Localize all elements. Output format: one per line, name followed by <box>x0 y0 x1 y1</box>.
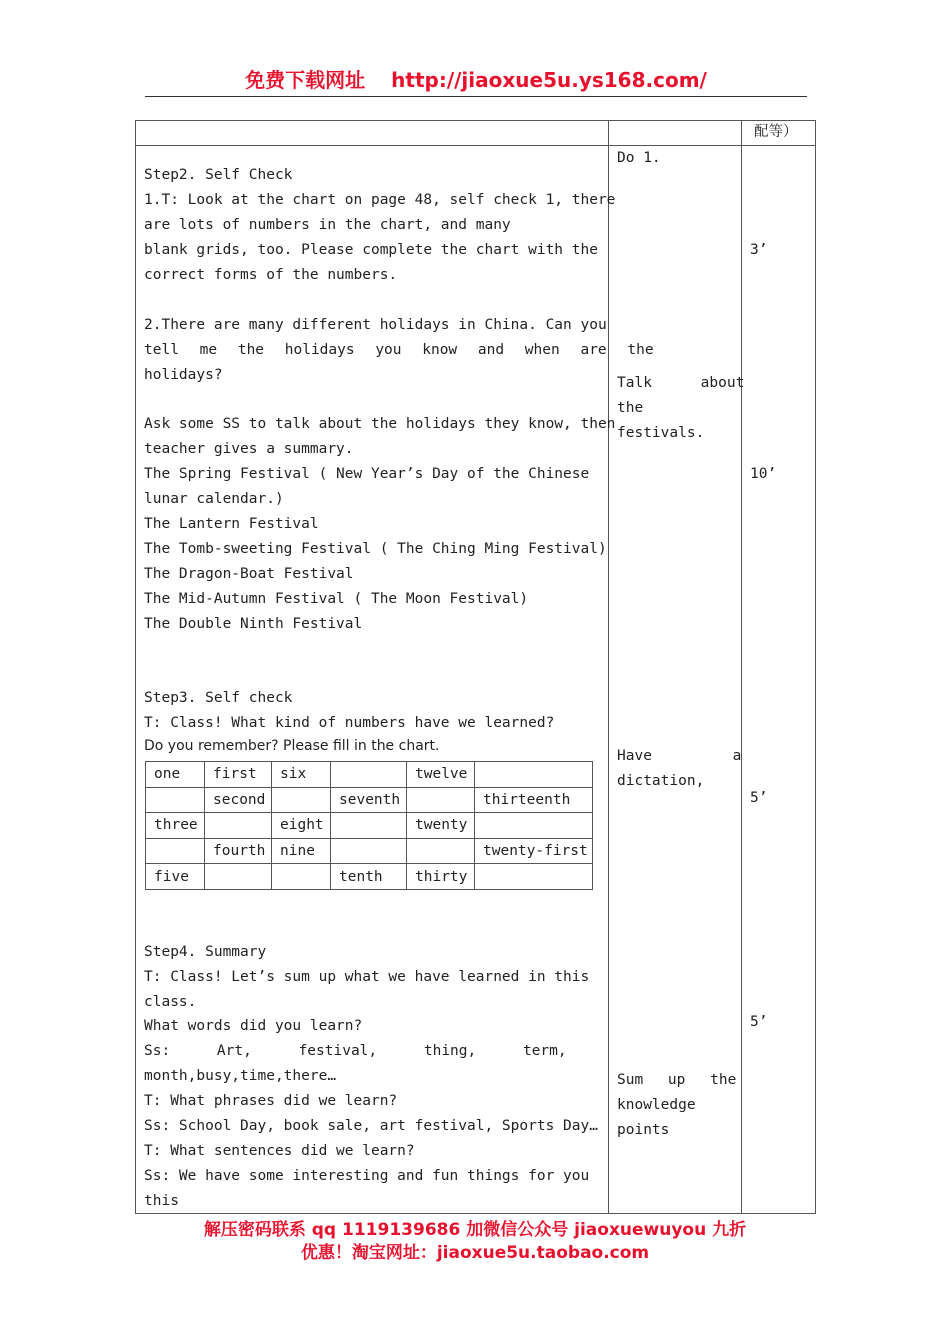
activity-dictation-line-1: Have a <box>617 748 742 764</box>
activity-dictation-line-2: dictation, <box>617 773 705 789</box>
summary-line-2: class. <box>144 994 197 1010</box>
chart-row <box>146 813 593 839</box>
footer-line-1: 解压密码联系 qq 1119139686 加微信公众号 jiaoxuewuyou 九折 <box>203 1220 747 1240</box>
chart-cell[interactable] <box>331 838 407 864</box>
table-col-divider-2 <box>741 120 742 1214</box>
chart-cell[interactable] <box>407 838 475 864</box>
chart-cell[interactable] <box>331 762 407 788</box>
step3-instruction: Do you remember? Please fill in the chart. <box>144 738 440 754</box>
chart-cell: three <box>146 813 205 839</box>
time-holidays: 10’ <box>750 466 777 482</box>
summary-line-8: T: What sentences did we learn? <box>144 1143 415 1159</box>
festival-mid-autumn: The Mid-Autumn Festival ( The Moon Festival) <box>144 591 529 607</box>
summary-line-3: What words did you learn? <box>144 1018 363 1034</box>
chart-cell: twenty-first <box>475 838 593 864</box>
step4-title: Step4. Summary <box>144 944 267 960</box>
q1-line-3: blank grids, too. Please complete the chart with the <box>144 242 598 258</box>
chart-cell[interactable] <box>331 813 407 839</box>
page-footer <box>140 1219 810 1265</box>
chart-cell[interactable] <box>407 787 475 813</box>
chart-cell: fourth <box>205 838 272 864</box>
summary-line-9: Ss: We have some interesting and fun things for you <box>144 1168 590 1184</box>
chart-row <box>146 787 593 813</box>
footer-line-2: 优惠！淘宝网址：jiaoxue5u.taobao.com <box>300 1243 650 1263</box>
ask-line-1: Ask some SS to talk about the holidays they know, then <box>144 416 616 432</box>
table-row-divider <box>135 145 816 146</box>
festival-spring-line-1: The Spring Festival ( New Year’s Day of the Chinese <box>144 466 590 482</box>
chart-row <box>146 864 593 890</box>
summary-line-6: T: What phrases did we learn? <box>144 1093 398 1109</box>
chart-cell: twelve <box>407 762 475 788</box>
chart-cell[interactable] <box>475 813 593 839</box>
chart-cell: five <box>146 864 205 890</box>
activity-talk-line-1: Talk about <box>617 375 745 391</box>
numbers-chart <box>145 761 593 890</box>
chart-cell: second <box>205 787 272 813</box>
table-left-border <box>135 120 136 1214</box>
summary-line-7: Ss: School Day, book sale, art festival, Sports Day… <box>144 1118 598 1134</box>
chart-cell: eight <box>272 813 331 839</box>
q2-line-1: 2.There are many different holidays in China. Can you <box>144 317 607 333</box>
activity-talk-line-2: the <box>617 400 644 416</box>
step2-title: Step2. Self Check <box>144 167 293 183</box>
summary-line-1: T: Class! Let’s sum up what we have learned in this <box>144 969 590 985</box>
chart-cell[interactable] <box>272 787 331 813</box>
header-site-label: 免费下载网址 <box>245 68 366 92</box>
chart-cell: thirty <box>407 864 475 890</box>
activity-talk-line-3: festivals. <box>617 425 705 441</box>
festival-spring-line-2: lunar calendar.) <box>144 491 284 507</box>
ask-line-2: teacher gives a summary. <box>144 441 354 457</box>
summary-line-4: Ss: Art, festival, thing, term, <box>144 1043 567 1059</box>
table-right-border <box>815 120 816 1214</box>
chart-cell: thirteenth <box>475 787 593 813</box>
chart-cell[interactable] <box>146 838 205 864</box>
time-step4: 5’ <box>750 1014 768 1030</box>
chart-cell[interactable] <box>146 787 205 813</box>
chart-cell[interactable] <box>475 864 593 890</box>
activity-sum-line-2: knowledge <box>617 1097 696 1113</box>
q2-line-2: tell me the holidays you know and when are the <box>144 342 654 358</box>
q2-line-3: holidays? <box>144 367 223 383</box>
chart-cell[interactable] <box>475 762 593 788</box>
q1-line-4: correct forms of the numbers. <box>144 267 398 283</box>
festival-dragon-boat: The Dragon-Boat Festival <box>144 566 354 582</box>
page-header <box>145 64 807 97</box>
q1-line-2: are lots of numbers in the chart, and many <box>144 217 511 233</box>
festival-tomb-sweeping: The Tomb-sweeting Festival ( The Ching Ming Festival) <box>144 541 607 557</box>
festival-lantern: The Lantern Festival <box>144 516 319 532</box>
table-top-border <box>135 120 816 121</box>
activity-sum-line-3: points <box>617 1122 670 1138</box>
step3-title: Step3. Self check <box>144 690 293 706</box>
chart-cell: one <box>146 762 205 788</box>
q1-line-1 <box>144 188 616 213</box>
chart-row <box>146 762 593 788</box>
step3-question: T: Class! What kind of numbers have we learned? <box>144 715 555 731</box>
chart-cell[interactable] <box>205 864 272 890</box>
top-cell-text: 配等） <box>754 124 798 140</box>
table-col-divider-1 <box>608 120 609 1214</box>
activity-do-1: Do 1. <box>617 150 661 166</box>
header-url-link[interactable]: http://jiaoxue5u.ys168.com/ <box>391 68 707 92</box>
chart-cell: six <box>272 762 331 788</box>
chart-cell: nine <box>272 838 331 864</box>
chart-cell: seventh <box>331 787 407 813</box>
chart-row <box>146 838 593 864</box>
time-step3: 5’ <box>750 790 768 806</box>
chart-cell[interactable] <box>272 864 331 890</box>
chart-cell: tenth <box>331 864 407 890</box>
q1-line-1-text: 1.T: Look at the chart on page 48, self check 1, there <box>144 192 616 208</box>
summary-line-5: month,busy,time,there… <box>144 1068 337 1084</box>
chart-cell: first <box>205 762 272 788</box>
table-bottom-border <box>135 1213 816 1214</box>
chart-cell[interactable] <box>205 813 272 839</box>
chart-cell: twenty <box>407 813 475 839</box>
activity-sum-line-1: Sum up the <box>617 1072 737 1088</box>
festival-double-ninth: The Double Ninth Festival <box>144 616 363 632</box>
time-step2: 3’ <box>750 242 768 258</box>
summary-line-10: this <box>144 1193 179 1209</box>
